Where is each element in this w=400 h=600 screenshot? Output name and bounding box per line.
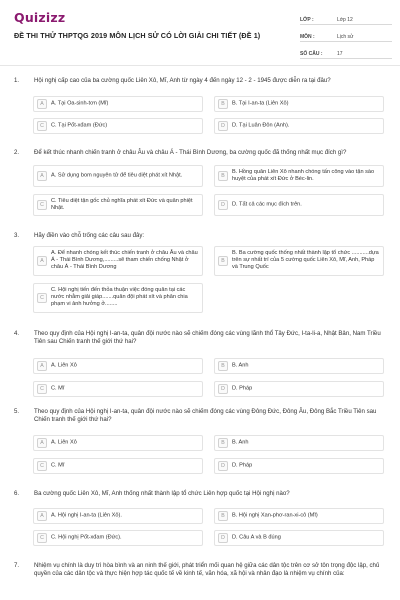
option-c[interactable] xyxy=(33,283,203,313)
question-number: 6. xyxy=(14,490,20,497)
option-a[interactable] xyxy=(33,508,203,524)
option-letter-badge: D xyxy=(218,533,228,543)
meta-key: SỐ CÂU : xyxy=(300,51,323,57)
question-text: Ba cường quốc Liên Xô, Mĩ, Anh thống nhất thành lập tổ chức Liên hợp quốc tại Hội nghị nào? xyxy=(34,490,290,497)
option-text: B. Anh xyxy=(232,362,249,369)
question-text: Để kết thúc nhanh chiến tranh ở châu Âu và châu Á - Thái Bình Dương, ba cường quốc đã thống nhất mục đích gì? xyxy=(34,149,347,156)
option-letter-badge: A xyxy=(37,256,47,266)
option-text: D. Tại Luân Đôn (Anh). xyxy=(232,122,290,129)
option-d[interactable] xyxy=(214,530,384,546)
option-c[interactable] xyxy=(33,194,203,216)
question-text: Hãy điền vào chỗ trống các câu sau đây: xyxy=(34,232,145,239)
option-a[interactable] xyxy=(33,358,203,374)
option-letter-badge: B xyxy=(218,511,228,521)
header-divider xyxy=(0,65,400,66)
option-letter-badge: B xyxy=(218,171,228,181)
meta-value: Lớp 12 xyxy=(337,17,353,23)
option-text: A. Sử dụng bom nguyên tử để tiêu diệt phát xít Nhật. xyxy=(51,172,183,179)
option-a[interactable] xyxy=(33,165,203,187)
question-text: Nhiệm vụ chính là duy trì hòa bình và an ninh thế giới, phát triển mối quan hệ giữa các dân tộc trên cơ sở tôn trọng độc lập, chủ quyền của các dân tộc và thực hiện hợp tác quốc tế về kinh tế, văn hóa, xã hội và nhân đạo là nhiệm vụ chính của: xyxy=(34,562,380,578)
meta-value: Lịch sử xyxy=(337,34,354,40)
option-letter-badge: B xyxy=(218,438,228,448)
option-letter-badge: A xyxy=(37,361,47,371)
option-text: D. Tất cả các mục đích trên. xyxy=(232,201,302,208)
option-text: D. Pháp xyxy=(232,385,253,392)
question-number: 1. xyxy=(14,77,20,84)
option-letter-badge: D xyxy=(218,121,228,131)
option-letter-badge: C xyxy=(37,200,47,210)
page-title: ĐỀ THI THỬ THPTQG 2019 MÔN LỊCH SỬ CÓ LỜI GIẢI CHI TIẾT (ĐỀ 1) xyxy=(14,31,261,40)
question-text: Theo quy định của Hội nghị I-an-ta, quân đội nước nào sẽ chiếm đóng các vùng lãnh thổ Tây Đức, I-ta-li-a, Nhật Bản, Nam Triều Tiên sau Chiến tranh thế giới thứ hai? xyxy=(34,330,381,346)
question-number: 7. xyxy=(14,562,20,569)
option-letter-badge: A xyxy=(37,511,47,521)
option-letter-badge: B xyxy=(218,361,228,371)
option-b[interactable] xyxy=(214,358,384,374)
option-d[interactable] xyxy=(214,458,384,474)
option-text: D. Pháp xyxy=(232,462,253,469)
question-number: 4. xyxy=(14,330,20,337)
option-text: B. Ba cường quốc thống nhất thành lập tổ chức ...........dựa trên sự nhất trí của 5 cường quốc Liên Xô, Mĩ, Anh, Pháp và Trung Quốc xyxy=(232,250,379,271)
question-number: 5. xyxy=(14,408,20,415)
option-text: C. Hội nghị Pốt-xđam (Đức). xyxy=(51,534,122,541)
option-letter-badge: D xyxy=(218,384,228,394)
option-letter-badge: B xyxy=(218,256,228,266)
option-letter-badge: D xyxy=(218,200,228,210)
option-text: A. Tại Oa-sinh-tơn (Mĩ) xyxy=(51,100,109,107)
option-c[interactable] xyxy=(33,458,203,474)
meta-key: LỚP : xyxy=(300,17,314,23)
option-a[interactable] xyxy=(33,96,203,112)
meta-panel xyxy=(300,12,392,63)
option-text: B. Hội nghị Xan-phơ-ran-xi-cô (Mĩ) xyxy=(232,512,318,519)
option-text: A. Để nhanh chóng kết thúc chiến tranh ở châu Âu và châu Á - Thái Bình Dương,.........sẽ tham chiến chống Nhật ở châu Á - Thái Bình Dương xyxy=(51,250,198,271)
meta-row-subject xyxy=(300,29,392,42)
meta-row-class xyxy=(300,12,392,25)
option-text: B. Tại I-an-ta (Liên Xô) xyxy=(232,100,289,107)
option-text: C. Hội nghị tiến đến thỏa thuận việc đóng quân tại các nước nhằm giải giáp.......quân đội phát xít và phân chia phạm vi ảnh hưởng ở........ xyxy=(51,287,188,308)
option-text: A. Hội nghị I-an-ta (Liên Xô). xyxy=(51,512,122,519)
option-d[interactable] xyxy=(214,194,384,216)
option-text: D. Câu A và B đúng xyxy=(232,534,281,541)
option-d[interactable] xyxy=(214,118,384,134)
option-letter-badge: D xyxy=(218,461,228,471)
option-b[interactable] xyxy=(214,96,384,112)
option-letter-badge: A xyxy=(37,171,47,181)
option-text: C. Mĩ xyxy=(51,385,65,392)
question-text: Theo quy định của Hội nghị I-an-ta, quân đội nước nào sẽ chiếm đóng các vùng Đông Đức, Đông Âu, Đông Bắc Triều Tiên sau Chiến tranh thế giới thứ hai? xyxy=(34,408,377,424)
option-c[interactable] xyxy=(33,530,203,546)
option-text: B. Hồng quân Liên Xô nhanh chóng tấn công vào tận sào huyệt của phát xít Đức ở Béc-lin. xyxy=(232,168,375,182)
option-a[interactable] xyxy=(33,435,203,451)
option-text: C. Tiêu diệt tận gốc chủ nghĩa phát xít Đức và quân phiệt Nhật. xyxy=(51,197,193,211)
question-number: 3. xyxy=(14,232,20,239)
question-text: Hội nghị cấp cao của ba cường quốc Liên Xô, Mĩ, Anh từ ngày 4 đến ngày 12 - 2 - 1945 được diễn ra tại đâu? xyxy=(34,77,331,84)
option-text: B. Anh xyxy=(232,439,249,446)
option-letter-badge: C xyxy=(37,461,47,471)
option-letter-badge: C xyxy=(37,384,47,394)
option-letter-badge: C xyxy=(37,293,47,303)
option-b[interactable] xyxy=(214,508,384,524)
option-text: C. Mĩ xyxy=(51,462,65,469)
meta-key: MÔN : xyxy=(300,34,315,40)
option-letter-badge: A xyxy=(37,438,47,448)
option-letter-badge: B xyxy=(218,99,228,109)
option-b[interactable] xyxy=(214,435,384,451)
quizizz-logo: Quizizz xyxy=(14,10,66,25)
worksheet-header xyxy=(0,0,400,62)
option-b[interactable] xyxy=(214,246,384,276)
option-b[interactable] xyxy=(214,165,384,187)
meta-row-count xyxy=(300,46,392,59)
option-c[interactable] xyxy=(33,118,203,134)
option-c[interactable] xyxy=(33,381,203,397)
option-text: A. Liên Xô xyxy=(51,362,77,369)
meta-value: 17 xyxy=(337,51,343,57)
option-text: A. Liên Xô xyxy=(51,439,77,446)
option-letter-badge: A xyxy=(37,99,47,109)
option-text: C. Tại Pốt-xđam (Đức) xyxy=(51,122,108,129)
question-number: 2. xyxy=(14,149,20,156)
option-a[interactable] xyxy=(33,246,203,276)
option-letter-badge: C xyxy=(37,121,47,131)
option-letter-badge: C xyxy=(37,533,47,543)
option-d[interactable] xyxy=(214,381,384,397)
